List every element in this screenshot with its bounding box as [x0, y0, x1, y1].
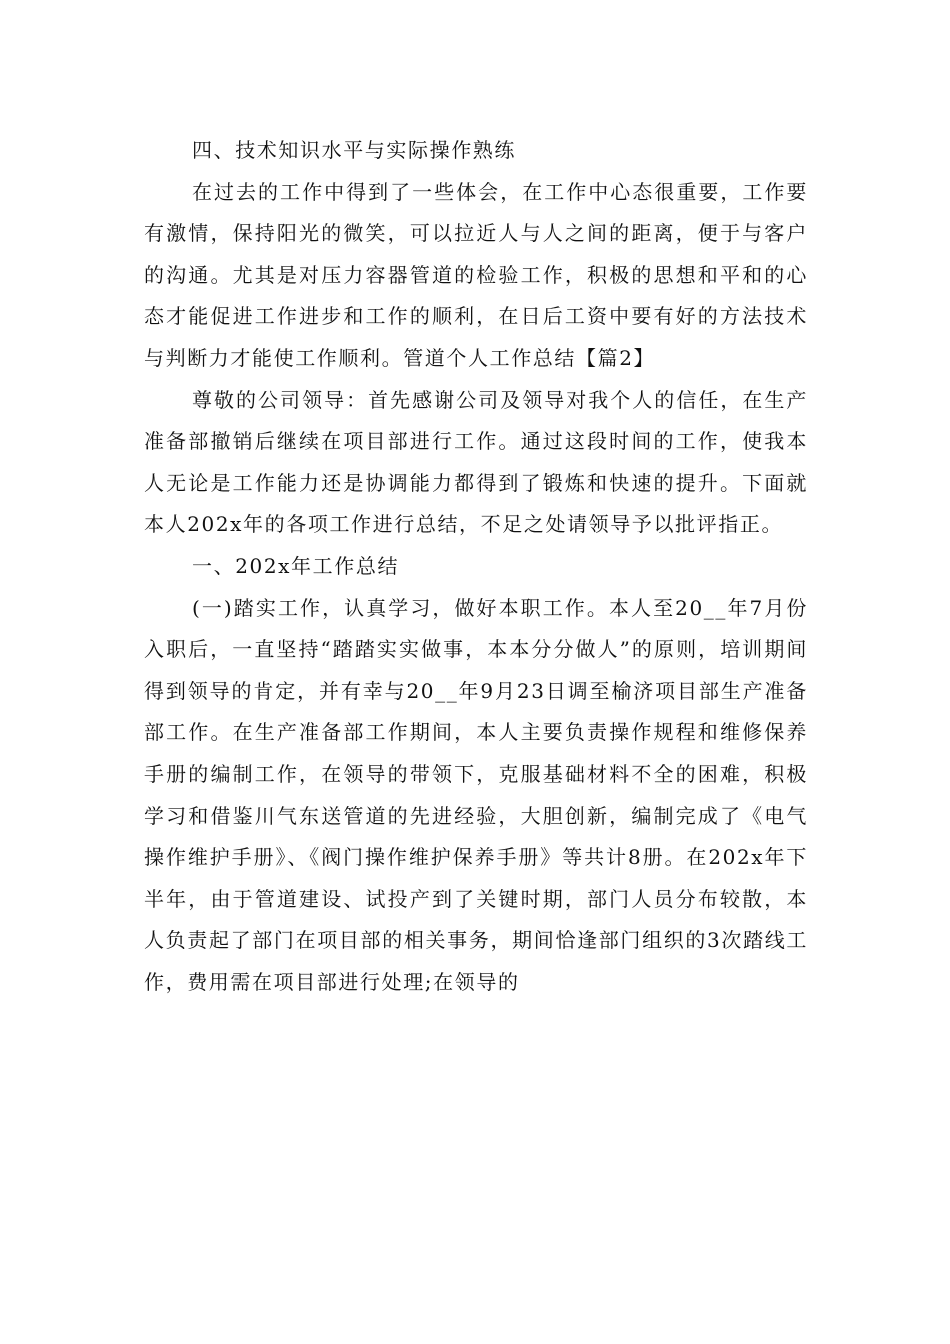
- paragraph-work-experience: 在过去的工作中得到了一些体会，在工作中心态很重要，工作要有激情，保持阳光的微笑，可以拉近人与人之间的距离，便于与客户的沟通。尤其是对压力容器管道的检验工作，积极的思想和平和的心态才能促进工作进步和工作的顺利，在日后工资中要有好的方法技术与判断力才能使工作顺利。管道个人工作总结【篇2】: [144, 179, 808, 370]
- section-heading-annual-summary: 一、202x年工作总结: [192, 553, 400, 578]
- document-body: [144, 130, 808, 1003]
- paragraph-greeting: 尊敬的公司领导：首先感谢公司及领导对我个人的信任，在生产准备部撤销后继续在项目部进行工作。通过这段时间的工作，使我本人无论是工作能力还是协调能力都得到了锻炼和快速的提升。下面就本人202x年的各项工作进行总结，不足之处请领导予以批评指正。: [144, 387, 808, 537]
- section-heading-tech-skills: 四、技术知识水平与实际操作熟练: [192, 138, 516, 162]
- paragraph-work-details: (一)踏实工作，认真学习，做好本职工作。本人至20__年7月份入职后，一直坚持“踏踏实实做事，本本分分做人”的原则，培训期间得到领导的肯定，并有幸与20__年9月23日调至榆济项目部生产准备部工作。在生产准备部工作期间，本人主要负责操作规程和维修保养手册的编制工作，在领导的带领下，克服基础材料不全的困难，积极学习和借鉴川气东送管道的先进经验，大胆创新，编制完成了《电气操作维护手册》、《阀门操作维护保养手册》等共计8册。在202x年下半年，由于管道建设、试投产到了关键时期，部门人员分布较散，本人负责起了部门在项目部的相关事务，期间恰逢部门组织的3次踏线工作，费用需在项目部进行处理;在领导的: [144, 595, 808, 994]
